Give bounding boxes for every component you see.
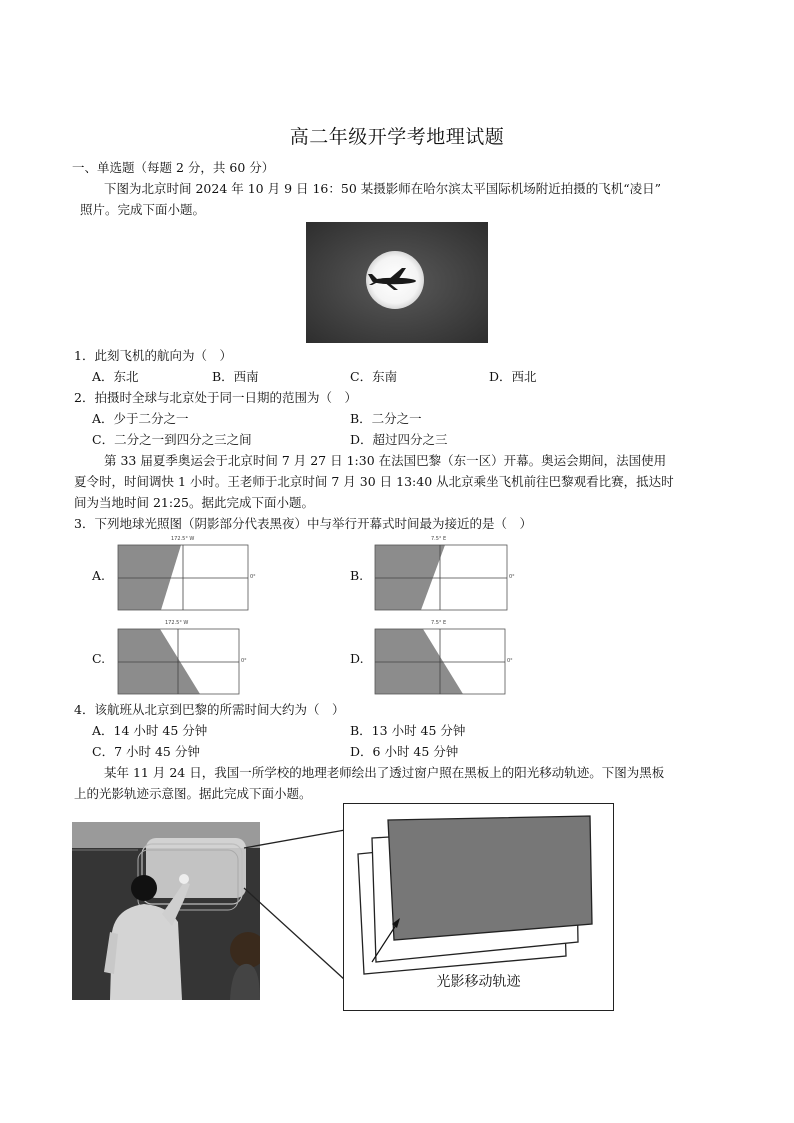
q2-option-b[interactable]: B．二分之一 bbox=[350, 411, 422, 426]
q3-map-d-equator-label: 0° bbox=[507, 658, 513, 664]
q1-option-b[interactable]: B．西南 bbox=[212, 369, 259, 384]
q3-map-a[interactable] bbox=[116, 536, 256, 612]
diagram-caption: 光影移动轨迹 bbox=[436, 974, 521, 990]
q3-option-c-label[interactable]: C. bbox=[92, 651, 106, 666]
q3-option-b-label[interactable]: B. bbox=[350, 568, 364, 583]
intro1-line2: 照片。完成下面小题。 bbox=[80, 202, 206, 217]
q4-option-c[interactable]: C．7 小时 45 分钟 bbox=[92, 744, 200, 759]
q3-map-a-equator-label: 0° bbox=[250, 574, 256, 580]
intro2-line1: 第 33 届夏季奥运会于北京时间 7 月 27 日 1:30 在法国巴黎（东一区）开幕。奥运会期间，法国使用 bbox=[104, 453, 667, 468]
intro3-line1: 某年 11 月 24 日，我国一所学校的地理老师绘出了透过窗户照在黑板上的阳光移动轨迹。下图为黑板 bbox=[104, 765, 665, 780]
q3-map-b[interactable] bbox=[373, 536, 515, 612]
light-track-diagram bbox=[343, 803, 614, 1011]
q3-option-d-label[interactable]: D. bbox=[350, 651, 364, 666]
intro3-line2: 上的光影轨迹示意图。据此完成下面小题。 bbox=[74, 786, 312, 801]
intro1-line1: 下图为北京时间 2024 年 10 月 9 日 16：50 某摄影师在哈尔滨太平国际机场附近拍摄的飞机“凌日” bbox=[104, 181, 662, 196]
q1-option-c[interactable]: C．东南 bbox=[350, 369, 398, 384]
q3-map-c-longitude: 172.5° W bbox=[165, 620, 189, 626]
zoom-connector-lines bbox=[240, 820, 350, 990]
q2-option-a[interactable]: A．少于二分之一 bbox=[92, 411, 189, 426]
q2-stem: 2．拍摄时全球与北京处于同一日期的范围为（ ） bbox=[74, 390, 357, 405]
q3-map-d[interactable] bbox=[373, 619, 513, 695]
q3-option-a-label[interactable]: A. bbox=[92, 568, 106, 583]
q2-option-d[interactable]: D．超过四分之三 bbox=[350, 432, 448, 447]
q4-option-a[interactable]: A．14 小时 45 分钟 bbox=[92, 723, 208, 738]
classroom-photo bbox=[72, 822, 260, 1000]
q4-stem: 4．该航班从北京到巴黎的所需时间大约为（ ） bbox=[74, 702, 345, 717]
q4-option-b[interactable]: B．13 小时 45 分钟 bbox=[350, 723, 466, 738]
q1-stem: 1．此刻飞机的航向为（ ） bbox=[74, 348, 232, 363]
q4-option-d[interactable]: D．6 小时 45 分钟 bbox=[350, 744, 459, 759]
q3-map-b-equator-label: 0° bbox=[509, 574, 515, 580]
section-heading: 一、单选题（每题 2 分，共 60 分） bbox=[72, 160, 275, 175]
q3-map-a-longitude: 172.5° W bbox=[171, 536, 195, 542]
q1-option-a[interactable]: A．东北 bbox=[92, 369, 139, 384]
airplane-transit-photo bbox=[306, 222, 488, 343]
q1-option-d[interactable]: D．西北 bbox=[489, 369, 537, 384]
q2-option-c[interactable]: C．二分之一到四分之三之间 bbox=[92, 432, 252, 447]
page-title: 高二年级开学考地理试题 bbox=[289, 126, 505, 148]
intro2-line3: 间为当地时间 21:25。据此完成下面小题。 bbox=[74, 495, 314, 510]
q3-map-c-equator-label: 0° bbox=[241, 658, 247, 664]
q3-stem: 3．下列地球光照图（阴影部分代表黑夜）中与举行开幕式时间最为接近的是（ ） bbox=[74, 516, 532, 531]
q3-map-d-longitude: 7.5° E bbox=[431, 620, 447, 626]
q3-map-c[interactable] bbox=[116, 619, 248, 695]
intro2-line2: 夏令时，时间调快 1 小时。王老师于北京时间 7 月 30 日 13:40 从北京乘坐飞机前往巴黎观看比赛，抵达时 bbox=[74, 474, 674, 489]
q3-map-b-longitude: 7.5° E bbox=[431, 536, 447, 542]
